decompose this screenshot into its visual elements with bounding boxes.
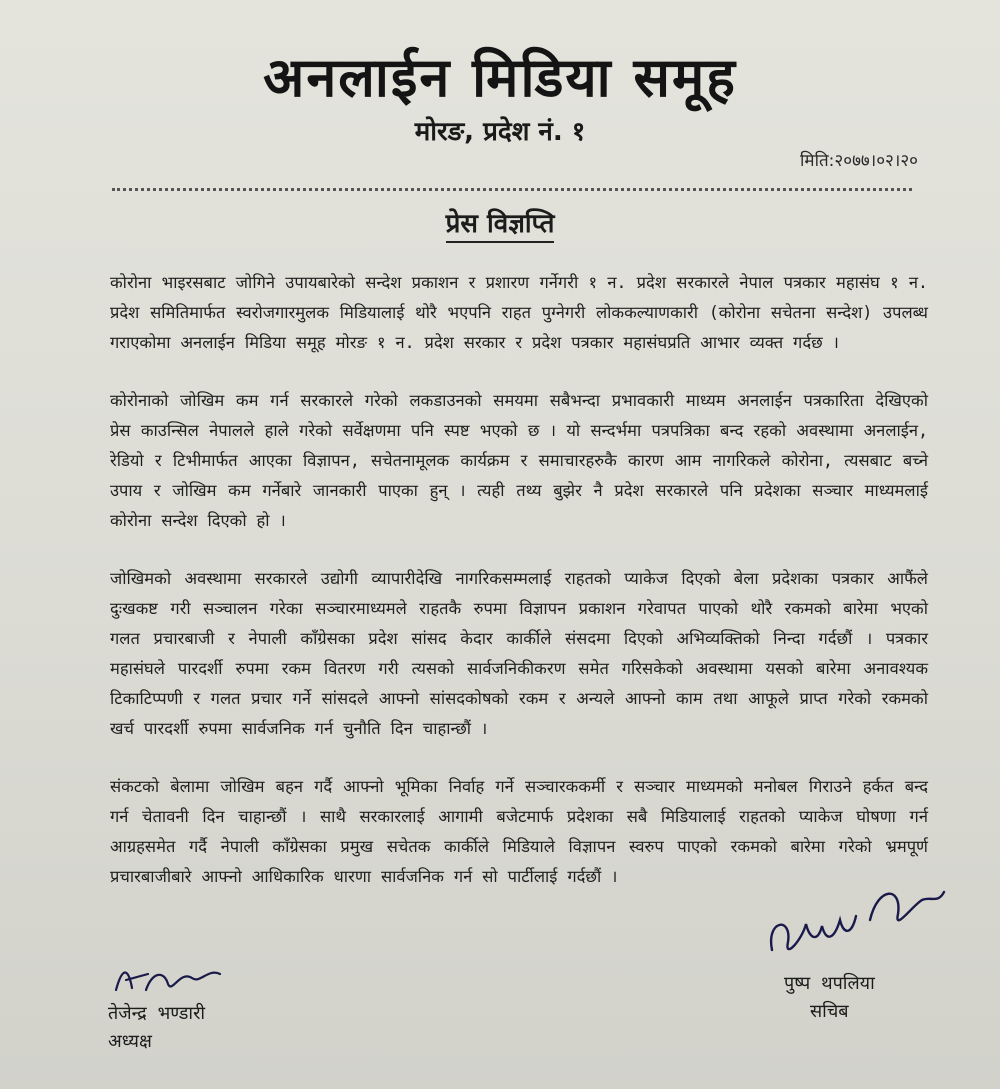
organization-title: अनलाईन मिडिया समूह — [263, 46, 737, 109]
handwritten-signature-right — [762, 880, 952, 970]
secretary-name: पुष्प थपलिया — [784, 973, 875, 994]
dotted-divider — [112, 188, 912, 191]
release-date: मिति:२०७७।०२।२० — [800, 151, 918, 171]
paragraph-3: जोखिमको अवस्थामा सरकारले उद्योगी व्यापारीदेखि नागरिकसम्मलाई राहतको प्याकेज दिएको बेला प्रदेशका पत्रकार आफैंले दुःखकष्ट गरी सञ्चालन गरेका सञ्चारमाध्यमले राहतकै रुपमा विज्ञापन प्रकाशन गरेवापत पाएको थोरै रकमको बारेमा भएको गलत प्रचारबाजी र नेपाली काँग्रेसका प्रदेश सांसद केदार कार्कीले संसदमा दिएको अभिव्यक्तिको निन्दा गर्दछौं । पत्रकार महासंघले पारदर्शी रुपमा रकम वितरण गरी त्यसको सार्वजनिकीकरण समेत गरिसकेको अवस्थामा यसको बारेमा अनावश्यक टिकाटिप्पणी र गलत प्रचार गर्ने सांसदले आफ्नो सांसदकोषको रकम र अन्यले आफ्नो काम तथा आफूले प्राप्त गरेको रकमको खर्च पारदर्शी रुपमा सार्वजनिक गर्न चुनौति दिन चाहान्छौं । — [110, 569, 928, 738]
document-heading — [0, 204, 1000, 240]
document-body — [110, 268, 928, 920]
signature-block-right — [762, 880, 952, 1026]
heading-text: प्रेस विज्ञप्ति — [446, 209, 555, 243]
secretary-role: सचिब — [810, 1001, 849, 1022]
organization-location: मोरङ, प्रदेश नं. १ — [414, 117, 586, 147]
handwritten-signature-left — [108, 960, 228, 1000]
president-name: तेजेन्द्र भण्डारी — [108, 1003, 206, 1024]
paragraph-2: कोरोनाको जोखिम कम गर्न सरकारले गरेको लकडाउनको समयमा सबैभन्दा प्रभावकारी माध्यम अनलाईन पत्रकारिता देखिएको प्रेस काउन्सिल नेपालले हाले गरेको सर्वेक्षणमा पनि स्पष्ट भएको छ । यो सन्दर्भमा पत्रपत्रिका बन्द रहको अवस्थामा अनलाईन, रेडियो र टिभीमार्फत आएका विज्ञापन, सचेतनामूलक कार्यक्रम र समाचारहरुकै कारण आम नागरिकले कोरोना, त्यसबाट बच्ने उपाय र जोखिम कम गर्नेबारे जानकारी पाएका हुन् । त्यही तथ्य बुझेर नै प्रदेश सरकारले पनि प्रदेशका सञ्चार माध्यमलाई कोरोना सन्देश दिएको हो । — [110, 391, 928, 530]
president-role: अध्यक्ष — [108, 1031, 152, 1052]
paragraph-4: संकटको बेलामा जोखिम बहन गर्दै आफ्नो भूमिका निर्वाह गर्ने सञ्चारककर्मी र सञ्चार माध्यमको मनोबल गिराउने हर्कत बन्द गर्न चेतावनी दिन चाहान्छौं । साथै सरकारलाई आगामी बजेटमार्फ प्रदेशका सबै मिडियालाई राहतको प्याकेज घोषणा गर्न आग्रहसमेत गर्दै नेपाली काँग्रेसका प्रमुख सचेतक कार्कीले मिडियाले विज्ञापन स्वरुप पाएको रकमको बारेमा गरेको भ्रमपूर्ण प्रचारबाजीबारे आफ्नो आधिकारिक धारणा सार्वजनिक गर्न सो पार्टीलाई गर्दछौं । — [110, 777, 928, 886]
signature-block-left — [108, 960, 228, 1056]
paragraph-1: कोरोना भाइरसबाट जोगिने उपायबारेको सन्देश प्रकाशन र प्रशारण गर्नेगरी १ न. प्रदेश सरकारले नेपाल पत्रकार महासंघ १ न. प्रदेश समितिमार्फत स्वरोजगारमुलक मिडियालाई थोरै भएपनि राहत पुग्नेगरी लोककल्याणकारी (कोरोना सचेतना सन्देश) उपलब्ध गराएकोमा अनलाईन मिडिया समूह मोरङ १ न. प्रदेश सरकार र प्रदेश पत्रकार महासंघप्रति आभार व्यक्त गर्दछ । — [110, 273, 928, 352]
